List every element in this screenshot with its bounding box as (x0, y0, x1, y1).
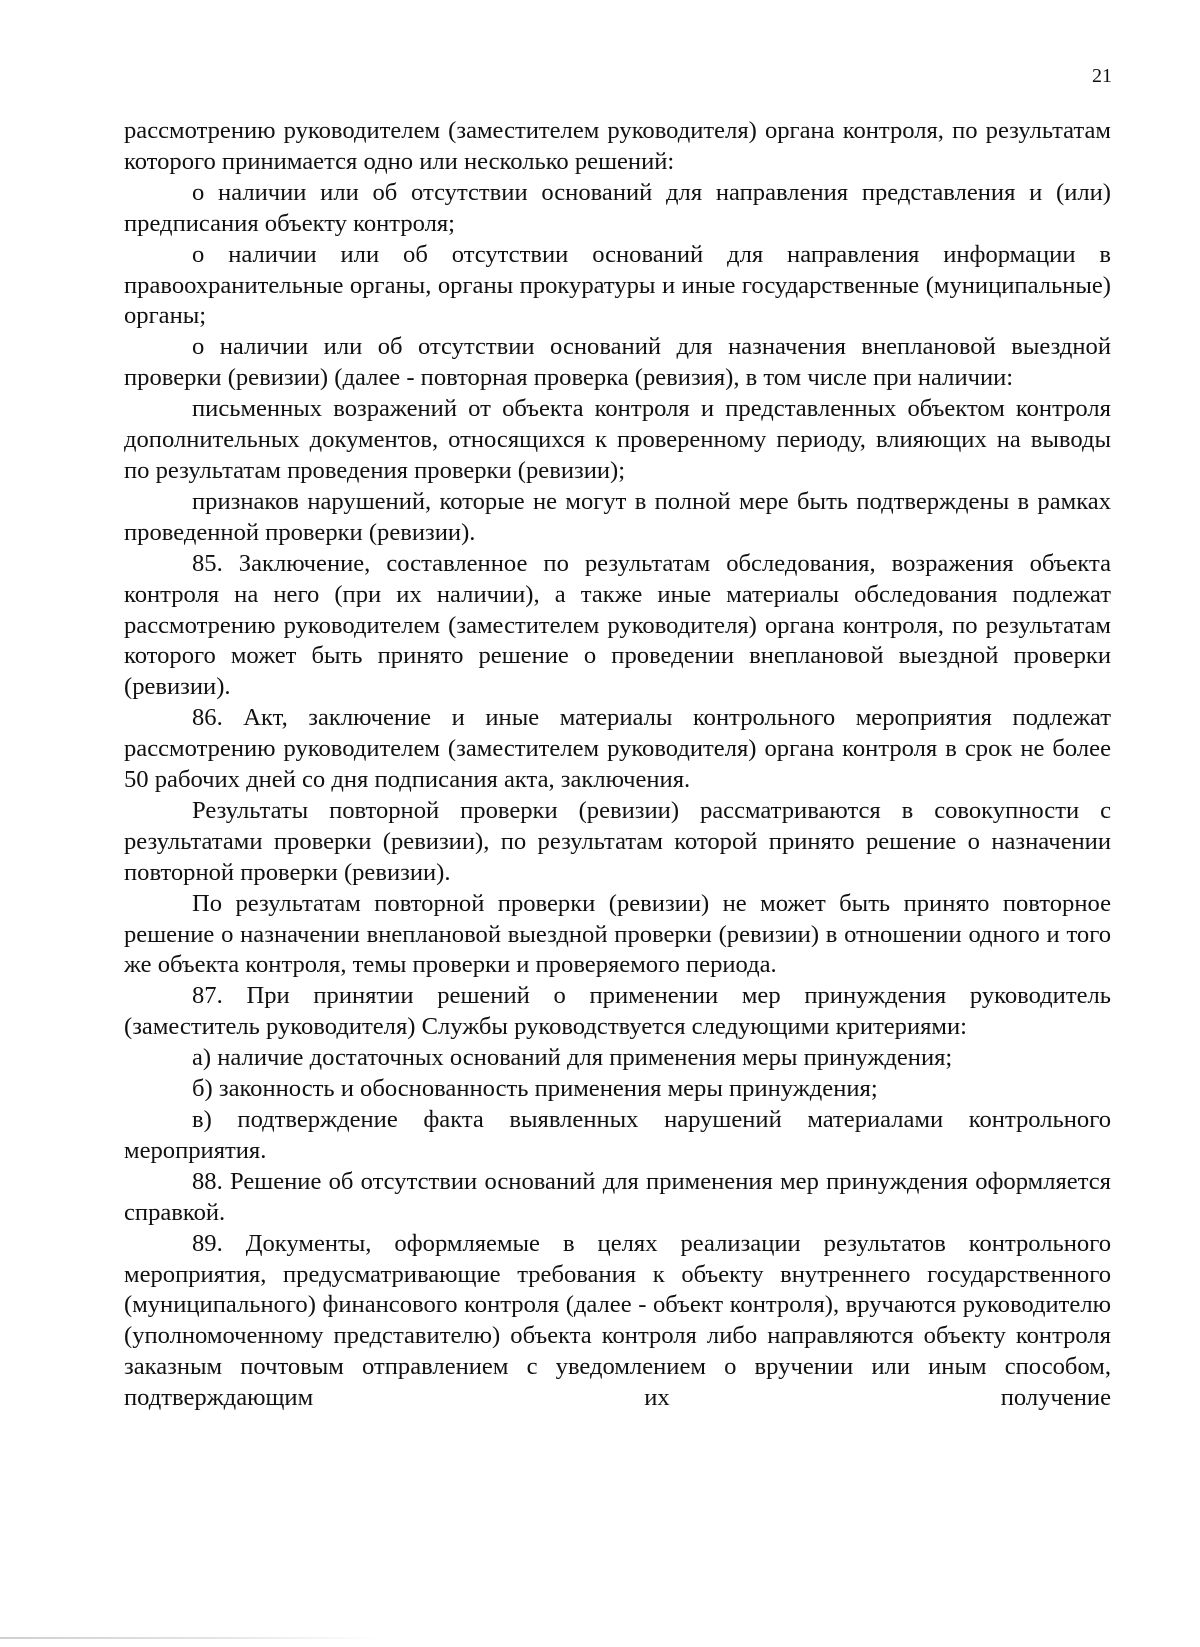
paragraph-written-objections: письменных возражений от объекта контроля и представленных объектом контроля дополнительных документов, относящихся к проверенному периоду, влияющих на выводы по результатам проведения проверки (ревизии); (124, 395, 1111, 484)
paragraph-continuation: рассмотрению руководителем (заместителем руководителя) органа контроля, по результатам которого принимается одно или несколько решений: (124, 117, 1111, 175)
paragraph-clause-85: 85. Заключение, составленное по результатам обследования, возражения объекта контроля на него (при их наличии), а также иные материалы обследования подлежат рассмотрению руководителем (заместителем руководителя) органа контроля, по результатам которого может быть принято решение о проведении внеплановой выездной проверки (ревизии). (124, 549, 1111, 701)
paragraph-decision-information: о наличии или об отсутствии оснований для направления информации в правоохранительные органы, органы прокуратуры и иные государственные (муниципальные) органы; (124, 240, 1111, 330)
paragraph-criterion-a: а) наличие достаточных оснований для применения меры принуждения; (192, 1044, 953, 1072)
paragraph-criterion-c: в) подтверждение факта выявленных нарушений материалами контрольного мероприятия. (124, 1106, 1111, 1164)
paragraph-repeat-inspection-restriction: По результатам повторной проверки (ревизии) не может быть принято повторное решение о назначении внеплановой выездной проверки (ревизии) в отношении одного и того же объекта контроля, темы проверки и проверяемого периода. (124, 889, 1111, 979)
page-number: 21 (1092, 65, 1112, 87)
paragraph-clause-88: 88. Решение об отсутствии оснований для применения мер принуждения оформляется справкой. (124, 1167, 1111, 1226)
paragraph-clause-87: 87. При принятии решений о применении мер принуждения руководитель (заместитель руководителя) Службы руководствуется следующими критериями: (124, 982, 1111, 1041)
paragraph-decision-presentation: о наличии или об отсутствии оснований для направления представления и (или) предписания объекту контроля; (124, 178, 1111, 237)
paragraph-decision-unscheduled-inspection: о наличии или об отсутствии оснований для назначения внеплановой выездной проверки (ревизии) (далее - повторная проверка (ревизия), в том числе при наличии: (124, 333, 1111, 392)
paragraph-violation-signs: признаков нарушений, которые не могут в полной мере быть подтверждены в рамках проведенной проверки (ревизии). (124, 487, 1111, 546)
document-body (124, 116, 1111, 1414)
paragraph-repeat-inspection-results: Результаты повторной проверки (ревизии) рассматриваются в совокупности с результатами проверки (ревизии), по результатам которой принято решение о назначении повторной проверки (ревизии). (124, 796, 1111, 886)
paragraph-clause-89: 89. Документы, оформляемые в целях реализации результатов контрольного мероприятия, предусматривающие требования к объекту внутреннего государственного (муниципального) финансового контроля (далее - объект контроля), вручаются руководителю (уполномоченному представителю) объекта контроля либо направляются объекту контроля заказным почтовым отправлением с уведомлением о вручении или иным способом, подтверждающим их получение (124, 1229, 1111, 1412)
paragraph-criterion-b: б) законность и обоснованность применения меры принуждения; (192, 1075, 878, 1103)
scan-edge-line (0, 1637, 380, 1639)
paragraph-clause-86: 86. Акт, заключение и иные материалы контрольного мероприятия подлежат рассмотрению руководителем (заместителем руководителя) органа контроля в срок не более 50 рабочих дней со дня подписания акта, заключения. (124, 704, 1111, 794)
